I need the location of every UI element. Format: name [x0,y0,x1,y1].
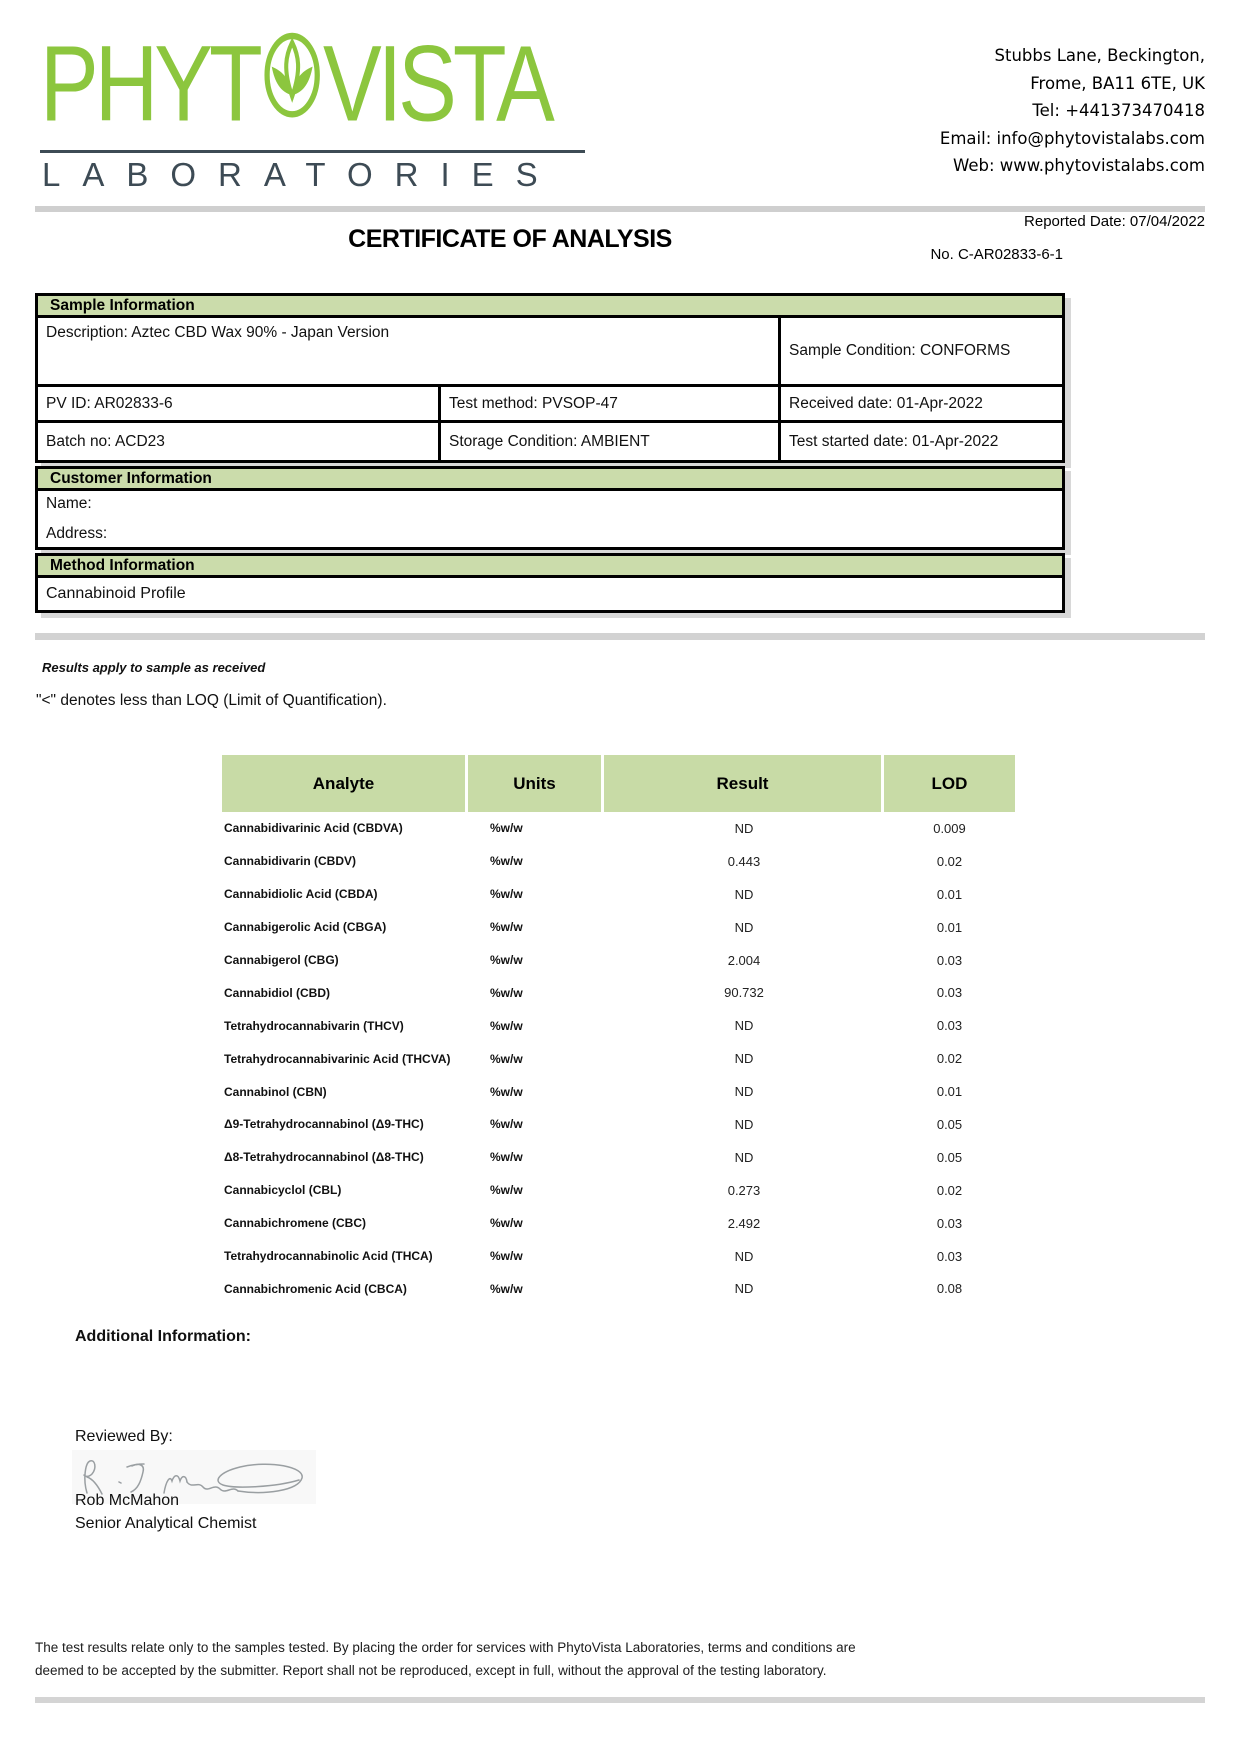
table-row [222,1272,1022,1305]
units-cell: %w/w [490,1018,523,1033]
report-number: No. C-AR02833-6-1 [930,246,1063,263]
customer-information-heading: Customer Information [38,469,1062,491]
units-cell: %w/w [490,1281,523,1296]
analyte-cell: Tetrahydrocannabivarin (THCV) [224,1018,404,1033]
lod-cell: 0.02 [936,1182,963,1198]
page-title: CERTIFICATE OF ANALYSIS [348,225,672,253]
pv-id-cell: PV ID: AR02833-6 [38,387,441,420]
result-cell: ND [734,1248,754,1264]
units-cell: %w/w [490,854,523,869]
table-row [222,944,1022,977]
lod-cell: 0.009 [933,820,966,836]
contact-line: Stubbs Lane, Beckington, [994,46,1205,65]
storage-condition-cell: Storage Condition: AMBIENT [441,423,781,460]
results-table-header [222,755,1022,812]
result-header: Result [604,755,881,812]
sample-information-heading: Sample Information [38,296,1062,318]
received-date-cell: Received date: 01-Apr-2022 [789,394,983,412]
analyte-header: Analyte [222,755,465,812]
analyte-cell: Cannabidivarin (CBDV) [224,854,357,869]
additional-information-label: Additional Information: [75,1328,251,1345]
analyte-cell: Cannabidivarinic Acid (CBDVA) [224,821,403,836]
result-cell: ND [734,1084,754,1100]
section-divider [35,633,1205,640]
analyte-cell: Cannabichromenic Acid (CBCA) [224,1281,407,1296]
units-cell: %w/w [490,1051,523,1066]
logo-subtext: LABORATORIES [42,156,560,193]
reviewer-name: Rob McMahon [75,1492,180,1509]
sample-information-section [35,293,1065,463]
header-divider [35,206,1205,212]
analyte-cell: Cannabichromene (CBC) [224,1216,367,1231]
units-header: Units [468,755,601,812]
result-cell: 0.443 [727,853,761,869]
leaf-icon [263,32,321,117]
contact-line: Email: info@phytovistalabs.com [939,128,1205,148]
info-sections [35,293,1065,616]
loq-note: "<" denotes less than LOQ (Limit of Quantification). [36,692,387,709]
units-cell: %w/w [490,920,523,935]
analyte-cell: Cannabigerolic Acid (CBGA) [224,920,387,935]
method-cell: Cannabinoid Profile [46,585,186,602]
result-cell: ND [734,1149,754,1165]
result-cell: ND [734,886,754,902]
table-row [222,976,1022,1009]
units-cell: %w/w [490,1117,523,1132]
footer-line-1: The test results relate only to the samples tested. By placing the order for services with PhytoVista Laboratories, terms and conditions are [35,1640,856,1655]
contact-line: Frome, BA11 6TE, UK [1030,73,1205,93]
test-method-cell: Test method: PVSOP-47 [441,387,781,420]
result-cell: ND [734,1051,754,1067]
analyte-cell: Cannabidiolic Acid (CBDA) [224,887,378,902]
footer-disclaimer [35,1636,1205,1682]
analyte-cell: Tetrahydrocannabivarinic Acid (THCVA) [224,1051,451,1066]
lod-cell: 0.05 [936,1149,963,1165]
reviewer-role: Senior Analytical Chemist [75,1515,257,1532]
contact-line: Web: www.phytovistalabs.com [952,156,1205,175]
logo-text-left: PHYT [40,22,259,144]
analyte-cell: Cannabinol (CBN) [224,1084,327,1099]
contact-line: Tel: +441373470418 [1032,101,1205,120]
test-started-date-cell: Test started date: 01-Apr-2022 [789,432,999,450]
table-row [222,1108,1022,1141]
table-row [222,911,1022,944]
batch-no-cell: Batch no: ACD23 [38,423,441,460]
result-cell: 90.732 [724,985,764,1001]
result-cell: 0.273 [727,1182,761,1198]
result-cell: ND [734,1281,754,1297]
lod-cell: 0.03 [936,985,963,1001]
analyte-cell: Tetrahydrocannabinolic Acid (THCA) [224,1249,433,1264]
reported-date: Reported Date: 07/04/2022 [1024,213,1205,230]
table-row [222,1009,1022,1042]
customer-name-label: Name: [46,495,92,512]
units-cell: %w/w [490,1216,523,1231]
result-cell: ND [734,1116,754,1132]
units-cell: %w/w [490,1150,523,1165]
logo-text-right: VISTA [323,22,551,144]
lod-cell: 0.03 [936,1248,963,1264]
analyte-cell: Cannabigerol (CBG) [224,953,339,967]
table-row [222,1174,1022,1207]
customer-address-label: Address: [46,525,108,542]
lod-cell: 0.01 [936,919,963,935]
customer-body [38,491,1062,547]
logo-rule [40,150,585,153]
results-table [222,755,1022,1305]
lod-cell: 0.05 [936,1116,963,1132]
result-cell: 2.004 [727,952,761,968]
units-cell: %w/w [490,953,523,967]
results-table-body [222,812,1022,1305]
lod-cell: 0.03 [936,1018,963,1034]
lab-contact-block [940,42,1205,180]
pvid-row [38,384,1062,420]
lod-cell: 0.03 [936,952,963,968]
reviewed-by-label: Reviewed By: [75,1428,173,1445]
result-cell: ND [734,820,754,836]
customer-information-section [35,466,1065,550]
table-row [222,812,1022,845]
lod-cell: 0.03 [936,1215,963,1231]
units-cell: %w/w [490,1249,523,1264]
table-row [222,1207,1022,1240]
table-row [222,1075,1022,1108]
lod-header: LOD [884,755,1015,812]
lod-cell: 0.01 [936,886,963,902]
lod-cell: 0.02 [936,1051,963,1067]
description-cell: Description: Aztec CBD Wax 90% - Japan Version [38,318,781,384]
table-row [222,878,1022,911]
description-row [38,318,1062,384]
units-cell: %w/w [490,821,523,836]
method-information-heading: Method Information [38,556,1062,578]
table-row [222,1141,1022,1174]
table-row [222,845,1022,878]
results-apply-note: Results apply to sample as received [42,660,266,675]
method-information-section [35,553,1065,613]
sample-condition-cell: Sample Condition: CONFORMS [789,342,1011,359]
analyte-cell: Δ9-Tetrahydrocannabinol (Δ9-THC) [224,1117,424,1132]
units-cell: %w/w [490,1183,523,1198]
batch-row [38,420,1062,460]
result-cell: ND [734,1018,754,1034]
lod-cell: 0.08 [936,1281,963,1297]
units-cell: %w/w [490,985,523,1000]
table-row [222,1240,1022,1273]
units-cell: %w/w [490,887,523,902]
units-cell: %w/w [490,1084,523,1099]
result-cell: 2.492 [727,1215,761,1231]
footer-divider [35,1697,1205,1703]
phytovista-logo [40,22,551,144]
analyte-cell: Δ8-Tetrahydrocannabinol (Δ8-THC) [224,1150,424,1165]
analyte-cell: Cannabicyclol (CBL) [224,1183,342,1198]
lod-cell: 0.02 [936,853,963,869]
footer-line-2: deemed to be accepted by the submitter. Report shall not be reproduced, except in full, without the approval of the testing laboratory. [35,1663,827,1678]
table-row [222,1042,1022,1075]
result-cell: ND [734,919,754,935]
lod-cell: 0.01 [936,1084,963,1100]
analyte-cell: Cannabidiol (CBD) [224,985,330,1000]
